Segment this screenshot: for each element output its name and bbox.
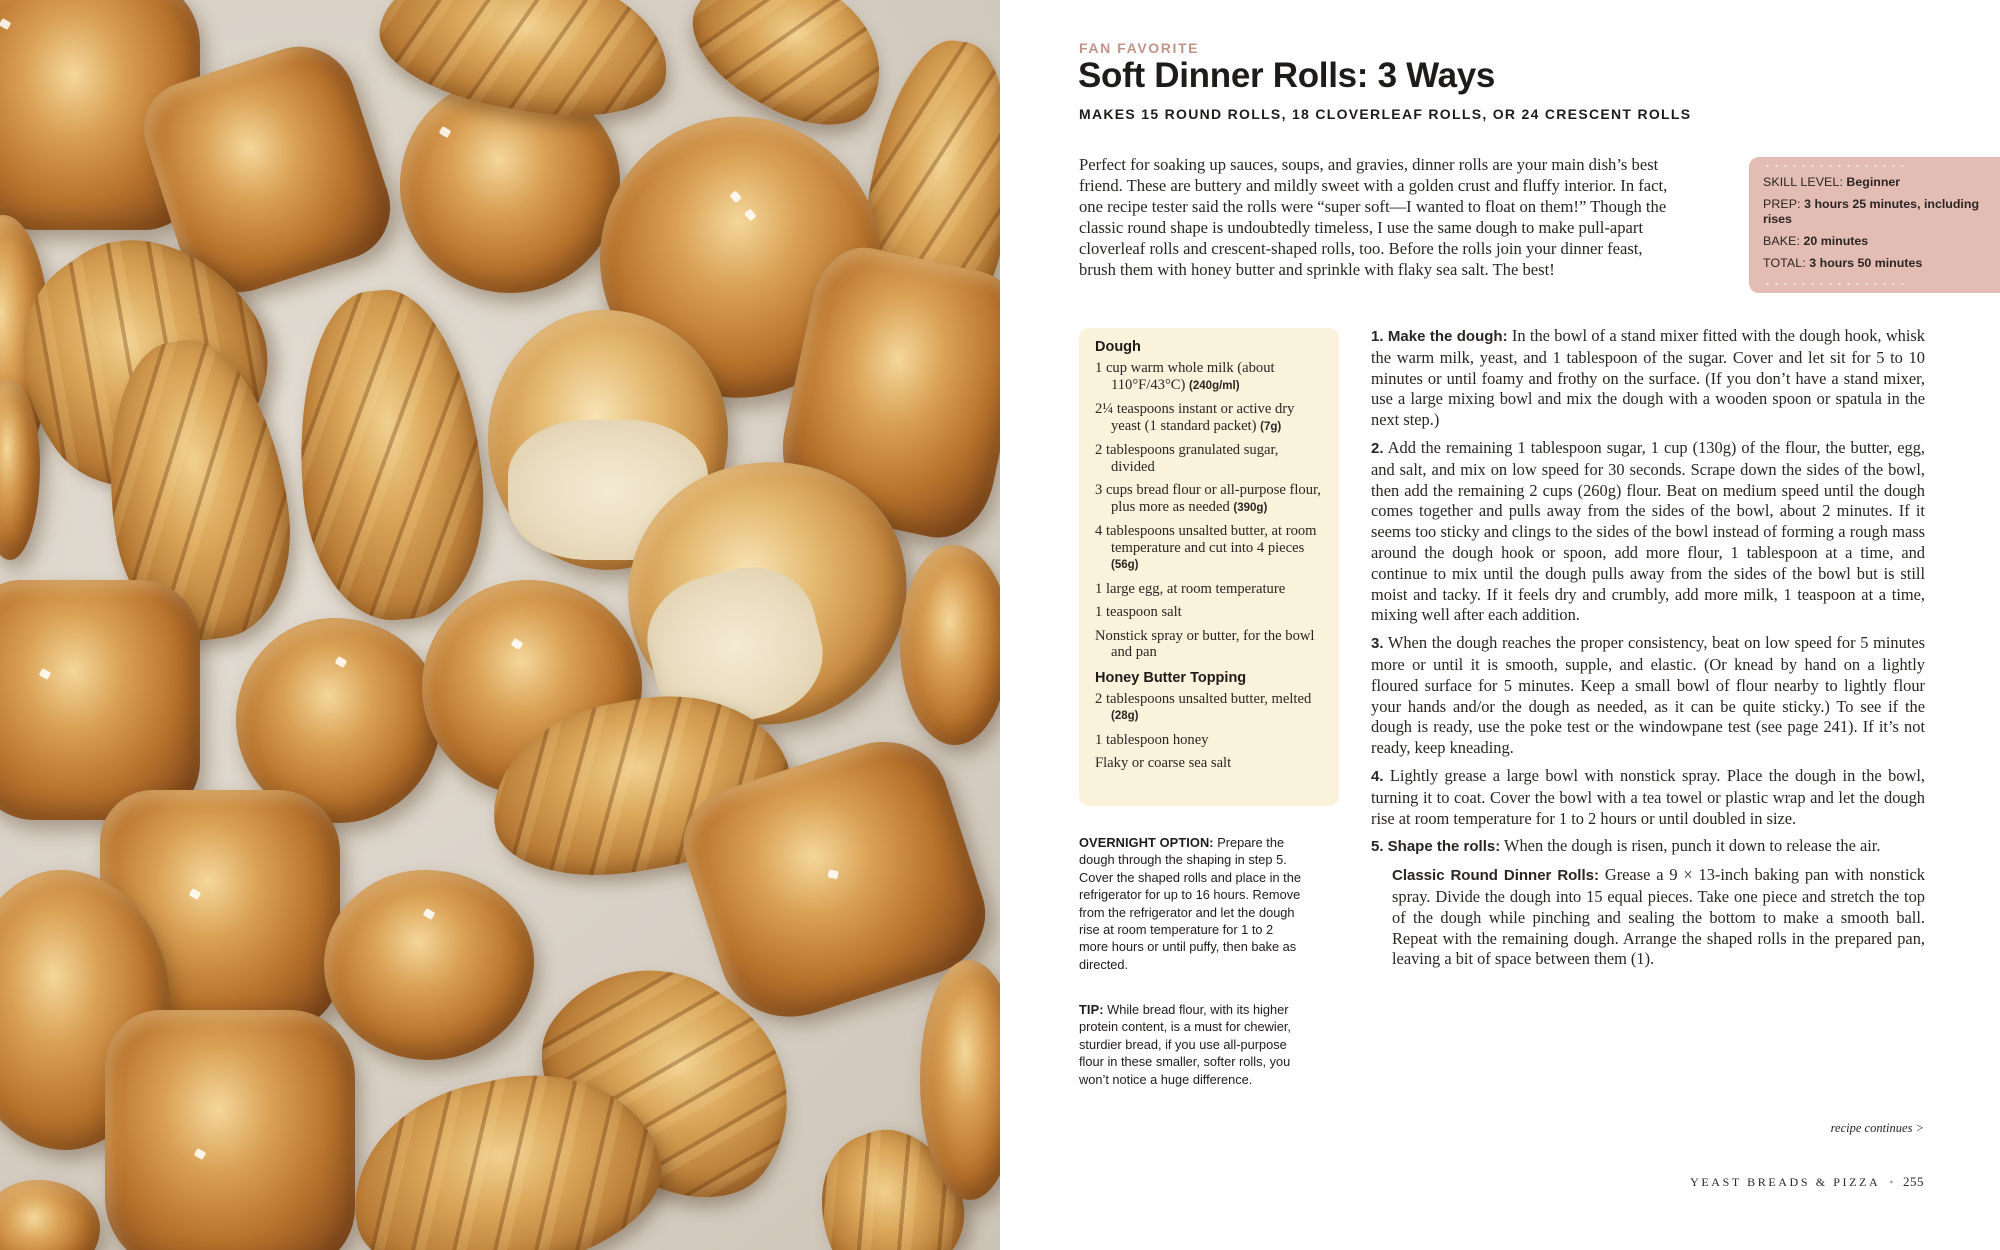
- ingredient-item: Flaky or coarse sea salt: [1095, 755, 1232, 771]
- step-1: 1. Make the dough: In the bowl of a stand mixer fitted with the dough hook, whisk the warm milk, yeast, and 1 tablespoon of the sugar. Cover and let sit for 5 to 10 minutes or until foamy and frothy on the surface. (If you don’t have a stand mixer, use a large mixing bowl and mix the dough with a wooden spoon or spatula in the next step.): [1371, 326, 1925, 430]
- skill-level: SKILL LEVEL: Beginner: [1763, 175, 1901, 189]
- section-name: YEAST BREADS & PIZZA: [1690, 1175, 1880, 1189]
- recipe-intro: Perfect for soaking up sauces, soups, and gravies, dinner rolls are your main dish’s best friend. These are buttery and mildly sweet with a golden crust and fluffy interior. In fact, one recipe tester said the rolls were “super soft—I wanted to float on them!” Though the classic round shape is undoubtedly timeless, I use the same dough to make pull-apart cloverleaf rolls and crescent-shaped rolls, too. Before the rolls join your dinner feast, brush them with honey butter and sprinkle with flaky sea salt. The best!: [1079, 155, 1668, 279]
- round-roll: [0, 1180, 100, 1250]
- crescent-roll: [286, 283, 494, 627]
- bake-time: BAKE: 20 minutes: [1763, 234, 1869, 248]
- method-steps: [1371, 326, 1925, 977]
- ingredient-item: 1 tablespoon honey: [1095, 731, 1209, 748]
- ingredient-item: 1 large egg, at room temperature: [1095, 580, 1286, 597]
- ingredient-group-heading: Honey Butter Topping: [1095, 669, 1247, 686]
- dotted-divider: [1763, 165, 1903, 167]
- ingredient-item: 3 cups bread flour or all-purpose flour, plus more as needed (390g): [1095, 482, 1321, 515]
- ingredient-item: 4 tablespoons unsalted butter, at room temperature and cut into 4 pieces (56g): [1095, 523, 1317, 571]
- tip-note: TIP: While bread flour, with its higher protein content, is a must for chewier, sturdier bread, if you use all-purpose flour in these smaller, softer rolls, you won’t notice a huge difference.: [1079, 1002, 1291, 1087]
- ingredient-item: 1 cup warm whole milk (about 110°F/43°C) (240g/ml): [1095, 360, 1275, 393]
- step-4: 4. Lightly grease a large bowl with nonstick spray. Place the dough in the bowl, turning it to coat. Cover the bowl with a tea towel or plastic wrap and let the dough rise at room temperature for 1 to 2 hours or until doubled in size.: [1371, 765, 1925, 828]
- ingredient-item: 2 tablespoons granulated sugar, divided: [1095, 442, 1279, 475]
- dotted-divider: [1763, 283, 1903, 285]
- ingredient-item: 1 teaspoon salt: [1095, 604, 1182, 620]
- bullet-icon: •: [1889, 1175, 1894, 1189]
- recipe-continues-link[interactable]: recipe continues >: [1830, 1121, 1924, 1135]
- cloverleaf-roll: [324, 870, 534, 1060]
- ingredient-group-heading: Dough: [1095, 339, 1141, 355]
- recipe-yield: MAKES 15 ROUND ROLLS, 18 CLOVERLEAF ROLLS, OR 24 CRESCENT ROLLS: [1079, 106, 1692, 122]
- ingredient-list: [1095, 691, 1324, 772]
- eyebrow-label: FAN FAVORITE: [1079, 40, 1200, 56]
- page-footer: [1690, 1174, 1924, 1190]
- step-5: 5. Shape the rolls: When the dough is risen, punch it down to release the air.: [1371, 836, 1881, 856]
- substep-classic-round: Classic Round Dinner Rolls: Grease a 9 × 13-inch baking pan with nonstick spray. Divide the dough into 15 equal pieces. Take one piece and stretch the top of the dough while pinching and sealing the bottom to make a smooth ball. Repeat with the remaining dough. Arrange the shaped rolls in the prepared pan, leaving a bit of space between them (1).: [1392, 865, 1925, 969]
- total-time: TOTAL: 3 hours 50 minutes: [1763, 256, 1923, 270]
- ingredient-item: 2 tablespoons unsalted butter, melted (28g): [1095, 690, 1312, 722]
- step-2: 2. Add the remaining 1 tablespoon sugar, 1 cup (130g) of the flour, the butter, egg, and salt, and mix on low speed for 30 seconds. Scrape down the sides of the bowl, then add the remaining 2 cups (260g) flour. Beat on medium speed until the dough comes together and pulls away from the sides of the bowl, about 2 minutes. If it seems too sticky and clings to the sides of the bowl instead of forming a rough mass around the dough hook or spoon, add more flour, 1 tablespoon at a time, and continue to mix until the dough pulls away from the sides of the bowl but is still moist and tacky. If it feels dry and crumbly, add more milk, 1 teaspoon at a time, mixing well after each addition.: [1371, 437, 1925, 625]
- ingredient-item: 2¼ teaspoons instant or active dry yeast (1 standard packet) (7g): [1095, 401, 1295, 434]
- prep-time: PREP: 3 hours 25 minutes, including rises: [1763, 197, 1980, 226]
- ingredient-item: Nonstick spray or butter, for the bowl and pan: [1095, 627, 1315, 660]
- round-roll: [900, 545, 1000, 745]
- page-number: 255: [1903, 1174, 1924, 1189]
- recipe-title: Soft Dinner Rolls: 3 Ways: [1078, 56, 1496, 95]
- round-roll: [0, 580, 200, 820]
- ingredients-box: [1079, 328, 1339, 806]
- round-roll: [105, 1010, 355, 1250]
- step-3: 3. When the dough reaches the proper consistency, beat on low speed for 5 minutes more or until it is smooth, supple, and elastic. (Or knead by hand on a lightly floured surface for 5 minutes. Keep a small bowl of flour nearby to lightly flour your hands and/or the dough as needed, as it can be quite sticky.) To see if the dough is ready, use the poke test or the windowpane test (see page 241). If it’s not ready, keep kneading.: [1371, 633, 1925, 758]
- recipe-page: [1000, 0, 2000, 1250]
- overnight-option-note: OVERNIGHT OPTION: Prepare the dough through the shaping in step 5. Cover the shaped rolls and place in the refrigerator for up to 16 hours. Remove from the refrigerator and let the dough rise at room temperature for 1 to 2 more hours or until puffy, then bake as directed.: [1079, 835, 1301, 972]
- ingredient-list: [1095, 360, 1324, 661]
- timing-box: [1749, 157, 2000, 293]
